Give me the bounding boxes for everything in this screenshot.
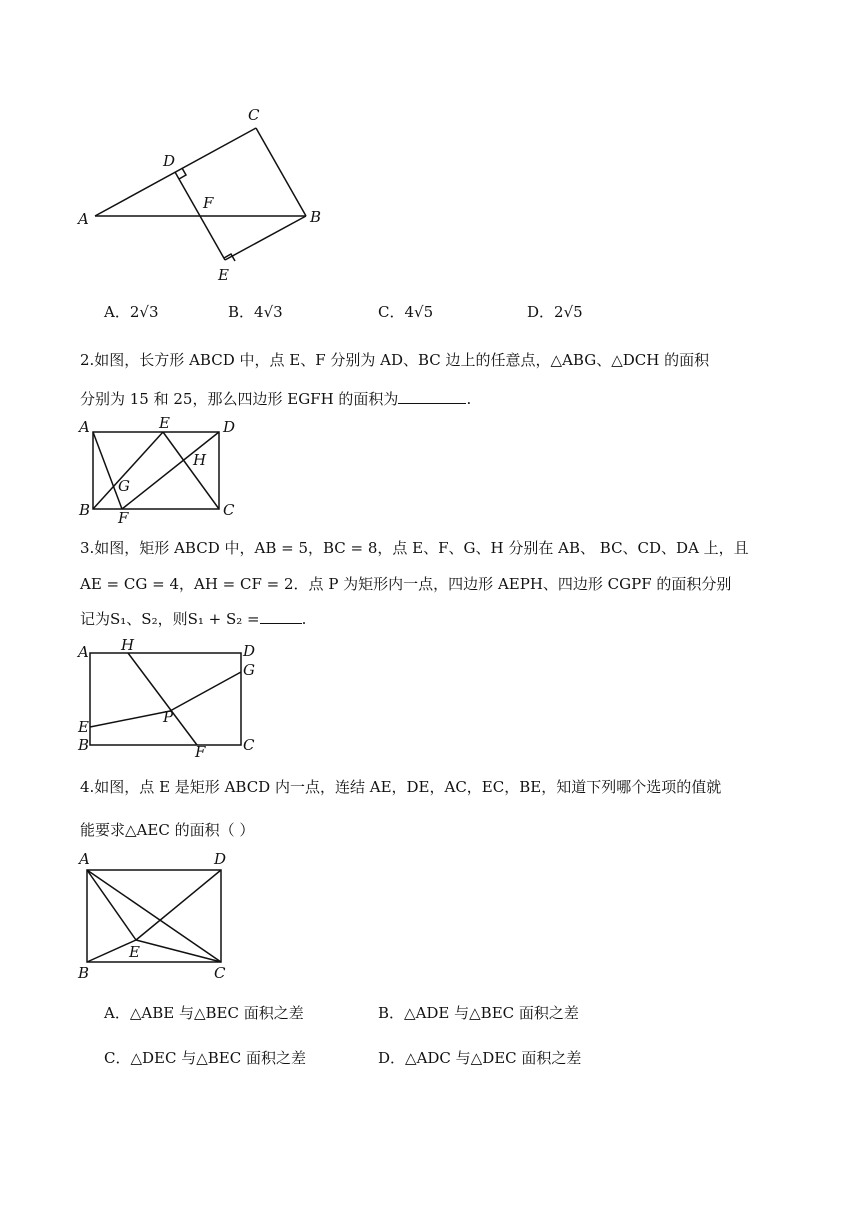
q2-label-g: G [118,477,130,495]
q4-option-c-value: △DEC 与△BEC 面积之差 [130,1049,306,1067]
q3-label-f: F [195,743,206,761]
q2-label-c: C [223,501,235,519]
q1-figure [70,95,340,290]
q1-option-d[interactable] [527,302,583,322]
q4-option-d-value: △ADC 与△DEC 面积之差 [405,1049,582,1067]
q1-label-b: B [310,208,322,226]
q3-label-h: H [121,636,135,654]
q4-option-c-letter: C． [104,1049,131,1067]
q2-text-line1: 2.如图，长方形 ABCD 中，点 E、F 分别为 AD、BC 边上的任意点，△ABG、△DCH 的面积 [80,351,710,369]
q2-label-e: E [159,414,170,432]
q1-option-a-value: 2√3 [129,303,159,321]
q3-text-line1: 3.如图，矩形 ABCD 中，AB = 5，BC = 8，点 E、F、G、H 分别在 AB、 BC、CD、DA 上，且 [80,539,749,557]
q2-label-a: A [79,418,90,436]
q2-text-line2-post: . [466,390,472,408]
q3-label-e: E [78,718,89,736]
q3-text-line2: AE = CG = 4，AH = CF = 2．点 P 为矩形内一点，四边形 AEPH、四边形 CGPF 的面积分别 [80,575,732,593]
q3-label-d: D [243,642,256,660]
q3-figure [74,636,264,761]
q4-label-a: A [79,850,90,868]
q3-label-g: G [243,661,255,679]
q2-label-f: F [118,509,129,526]
q1-label-f: F [203,194,214,212]
q2-answer-blank[interactable] [398,387,466,404]
q4-figure [74,848,244,983]
q3-text-line3 [80,607,306,629]
q4-text-line2: 能要求△AEC 的面积（ ） [80,821,255,839]
q4-option-b-letter: B． [378,1004,405,1022]
q3-label-c: C [243,736,255,754]
q1-option-c-letter: C． [378,303,405,321]
q1-option-d-letter: D． [527,303,555,321]
q4-option-d[interactable] [378,1048,581,1068]
q3-label-b: B [78,736,90,754]
q4-option-c[interactable] [104,1048,306,1068]
q1-option-a[interactable] [104,302,159,322]
q1-label-d: D [163,152,176,170]
q4-option-b-value: △ADE 与△BEC 面积之差 [404,1004,579,1022]
q2-label-d: D [223,418,236,436]
q1-option-c-value: 4√5 [404,303,434,321]
q4-option-d-letter: D． [378,1049,406,1067]
q4-text-line1: 4.如图，点 E 是矩形 ABCD 内一点，连结 AE，DE，AC，EC，BE，知道下列哪个选项的值就 [80,778,722,796]
q1-option-b-letter: B． [228,303,255,321]
q2-text-line2 [80,387,471,409]
q1-label-e: E [218,266,229,284]
q4-option-b[interactable] [378,1003,579,1023]
q1-option-c[interactable] [378,302,433,322]
q3-label-p: P [163,708,174,726]
q2-figure [74,414,254,526]
q4-label-c: C [214,964,226,982]
q3-text-line3-pre: 记为S₁、S₂，则S₁ + S₂ = [80,610,260,628]
q1-option-b[interactable] [228,302,283,322]
q4-option-a-letter: A． [104,1004,130,1022]
q1-option-d-value: 2√5 [554,303,583,321]
q2-label-h: H [193,451,207,469]
q4-label-d: D [214,850,227,868]
q4-option-a-value: △ABE 与△BEC 面积之差 [129,1004,304,1022]
q4-label-e: E [129,943,140,961]
q1-option-b-value: 4√3 [254,303,283,321]
q1-label-a: A [78,210,89,228]
q1-option-a-letter: A． [104,303,130,321]
q4-label-b: B [78,964,90,982]
q4-option-a[interactable] [104,1003,304,1023]
q3-answer-blank[interactable] [260,607,302,624]
q2-text-line2-pre: 分别为 15 和 25，那么四边形 EGFH 的面积为 [80,390,399,408]
q3-label-a: A [78,643,89,661]
q1-label-c: C [248,106,260,124]
q2-label-b: B [79,501,91,519]
q3-text-line3-post: . [301,610,307,628]
